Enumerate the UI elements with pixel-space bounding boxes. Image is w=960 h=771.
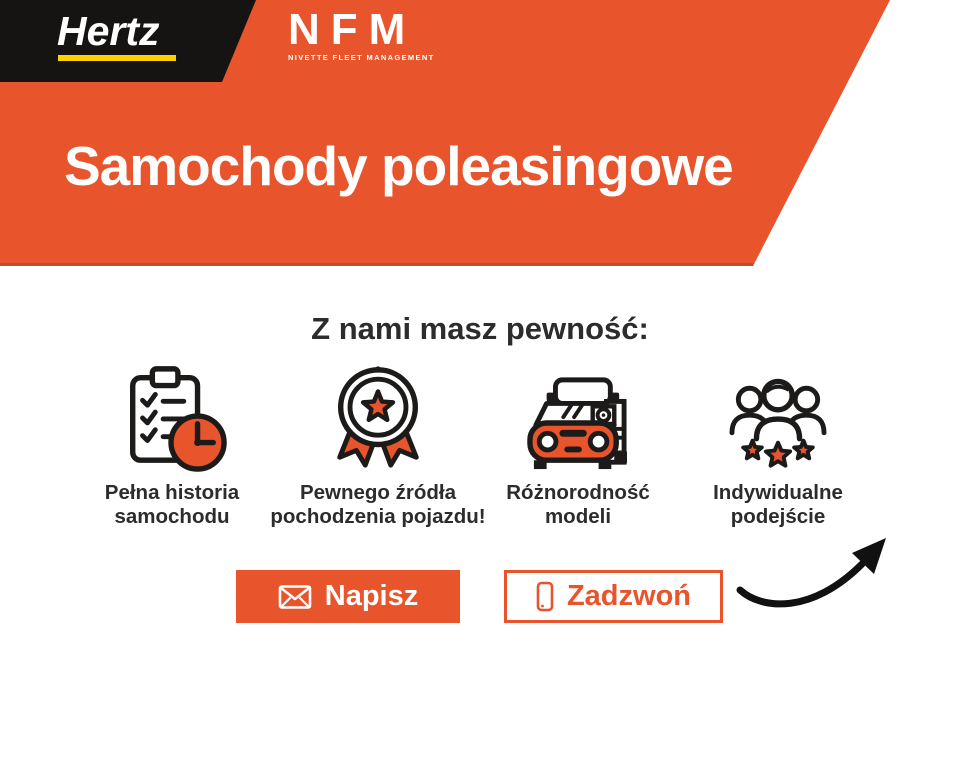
page-title: Samochody poleasingowe xyxy=(64,135,733,197)
nfm-logo-text: NFM xyxy=(288,5,417,54)
hertz-yellow-bar xyxy=(58,55,176,61)
feature-models xyxy=(468,360,688,529)
team-stars-icon xyxy=(722,360,834,472)
write-button-label: Napisz xyxy=(324,580,419,612)
feature-origin xyxy=(268,360,488,529)
hertz-logo xyxy=(57,9,176,61)
clipboard-clock-icon xyxy=(112,360,232,472)
feature-history xyxy=(62,360,282,529)
banner-bottom-edge xyxy=(0,263,960,266)
nfm-logo-subtitle: NIVETTE FLEET MANAGEMENT xyxy=(288,53,435,62)
feature-individual xyxy=(668,360,888,529)
call-button-label: Zadzwoń xyxy=(566,580,692,612)
hertz-logo-text: Hertz xyxy=(57,8,160,54)
cars-icon xyxy=(518,360,638,472)
write-button[interactable] xyxy=(236,570,460,623)
award-ribbon-icon xyxy=(324,360,432,472)
feature-label: Pełna historia samochodu xyxy=(104,481,240,528)
curved-arrow-icon xyxy=(728,528,896,620)
envelope-icon xyxy=(278,584,312,610)
nfm-logo xyxy=(288,5,435,62)
feature-label: Indywidualne podejście xyxy=(713,481,843,528)
phone-icon xyxy=(536,581,554,612)
section-heading: Z nami masz pewność: xyxy=(311,311,649,346)
call-button[interactable] xyxy=(504,570,723,623)
feature-label: Różnorodność modeli xyxy=(506,481,650,528)
feature-label: Pewnego źródła pochodzenia pojazdu! xyxy=(270,481,486,528)
